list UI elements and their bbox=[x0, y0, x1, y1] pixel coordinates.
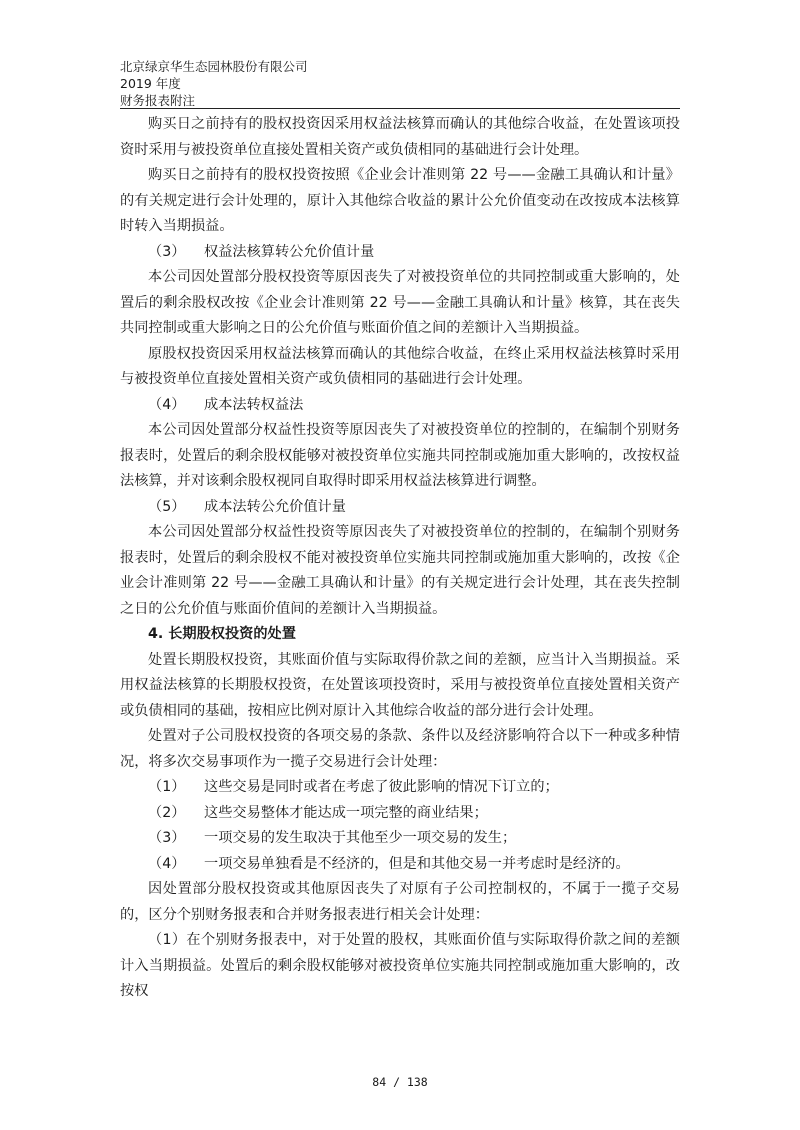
page-header bbox=[120, 58, 680, 109]
list-item-number: （3） bbox=[148, 243, 186, 260]
paragraph: 本公司因处置部分权益性投资等原因丧失了对被投资单位的控制的，在编制个别财务报表时，处置后的剩余股权不能对被投资单位实施共同控制或施加重大影响的，改按《企业会计准则第 22 号——金融工具确认和计量》的有关规定进行会计处理，其在丧失控制之日的公允价值与账面价值间的差额计入当期损益。 bbox=[120, 524, 680, 617]
paragraph: 因处置部分股权投资或其他原因丧失了对原有子公司控制权的，不属于一揽子交易的，区分个别财务报表和合并财务报表进行相关会计处理： bbox=[120, 881, 680, 923]
list-item bbox=[120, 852, 680, 878]
list-item bbox=[120, 393, 680, 419]
paragraph: 处置对子公司股权投资的各项交易的条款、条件以及经济影响符合以下一种或多种情况，将多次交易事项作为一揽子交易进行会计处理： bbox=[120, 728, 680, 770]
list-item bbox=[120, 240, 680, 266]
list-item-text: 这些交易是同时或者在考虑了彼此影响的情况下订立的； bbox=[204, 779, 559, 795]
list-item-text: 一项交易的发生取决于其他至少一项交易的发生； bbox=[204, 830, 517, 846]
list-item bbox=[120, 801, 680, 827]
company-name: 北京绿京华生态园林股份有限公司 bbox=[120, 59, 308, 74]
report-year: 2019 年度 bbox=[120, 76, 181, 91]
list-item bbox=[120, 775, 680, 801]
page-number: 84 / 138 bbox=[372, 1075, 428, 1089]
list-item bbox=[120, 826, 680, 852]
list-item-number: （4） bbox=[148, 396, 186, 413]
list-item-text: 成本法转公允价值计量 bbox=[204, 498, 346, 515]
paragraph: 本公司因处置部分股权投资等原因丧失了对被投资单位的共同控制或重大影响的，处置后的剩余股权改按《企业会计准则第 22 号——金融工具确认和计量》核算，其在丧失共同控制或重大影响之日的公允价值与账面价值之间的差额计入当期损益。 bbox=[120, 269, 680, 336]
list-item-text: 权益法核算转公允价值计量 bbox=[204, 243, 375, 260]
list-item-number: （5） bbox=[148, 498, 186, 515]
paragraph: （1）在个别财务报表中，对于处置的股权，其账面价值与实际取得价款之间的差额计入当期损益。处置后的剩余股权能够对被投资单位实施共同控制或施加重大影响的，改按权 bbox=[120, 932, 680, 999]
list-item-text: 成本法转权益法 bbox=[204, 396, 304, 413]
section-title: 财务报表附注 bbox=[120, 93, 196, 108]
paragraph: 购买日之前持有的股权投资按照《企业会计准则第 22 号——金融工具确认和计量》的有关规定进行会计处理的，原计入其他综合收益的累计公允价值变动在改按成本法核算时转入当期损益。 bbox=[120, 167, 680, 234]
paragraph: 原股权投资因采用权益法核算而确认的其他综合收益，在终止采用权益法核算时采用与被投资单位直接处置相关资产或负债相同的基础进行会计处理。 bbox=[120, 345, 680, 387]
paragraph: 本公司因处置部分权益性投资等原因丧失了对被投资单位的控制的，在编制个别财务报表时，处置后的剩余股权能够对被投资单位实施共同控制或施加重大影响的，改按权益法核算，并对该剩余股权视同自取得时即采用权益法核算进行调整。 bbox=[120, 422, 680, 489]
paragraph: 购买日之前持有的股权投资因采用权益法核算而确认的其他综合收益，在处置该项投资时采用与被投资单位直接处置相关资产或负债相同的基础进行会计处理。 bbox=[120, 116, 680, 158]
list-item-text: 这些交易整体才能达成一项完整的商业结果； bbox=[204, 804, 488, 821]
header-divider bbox=[120, 108, 680, 109]
section-heading: 4. 长期股权投资的处置 bbox=[148, 626, 296, 642]
list-item bbox=[120, 495, 680, 521]
list-item-text: 一项交易单独看是不经济的，但是和其他交易一并考虑时是经济的。 bbox=[204, 855, 630, 872]
list-item-number: （4） bbox=[148, 855, 186, 872]
document-body bbox=[120, 112, 680, 1005]
list-item-number: （2） bbox=[148, 804, 186, 821]
list-item-number: （3） bbox=[148, 830, 186, 846]
list-item-number: （1） bbox=[148, 779, 186, 795]
paragraph: 处置长期股权投资，其账面价值与实际取得价款之间的差额，应当计入当期损益。采用权益法核算的长期股权投资，在处置该项投资时，采用与被投资单位直接处置相关资产或负债相同的基础，按相应比例对原计入其他综合收益的部分进行会计处理。 bbox=[120, 651, 680, 719]
